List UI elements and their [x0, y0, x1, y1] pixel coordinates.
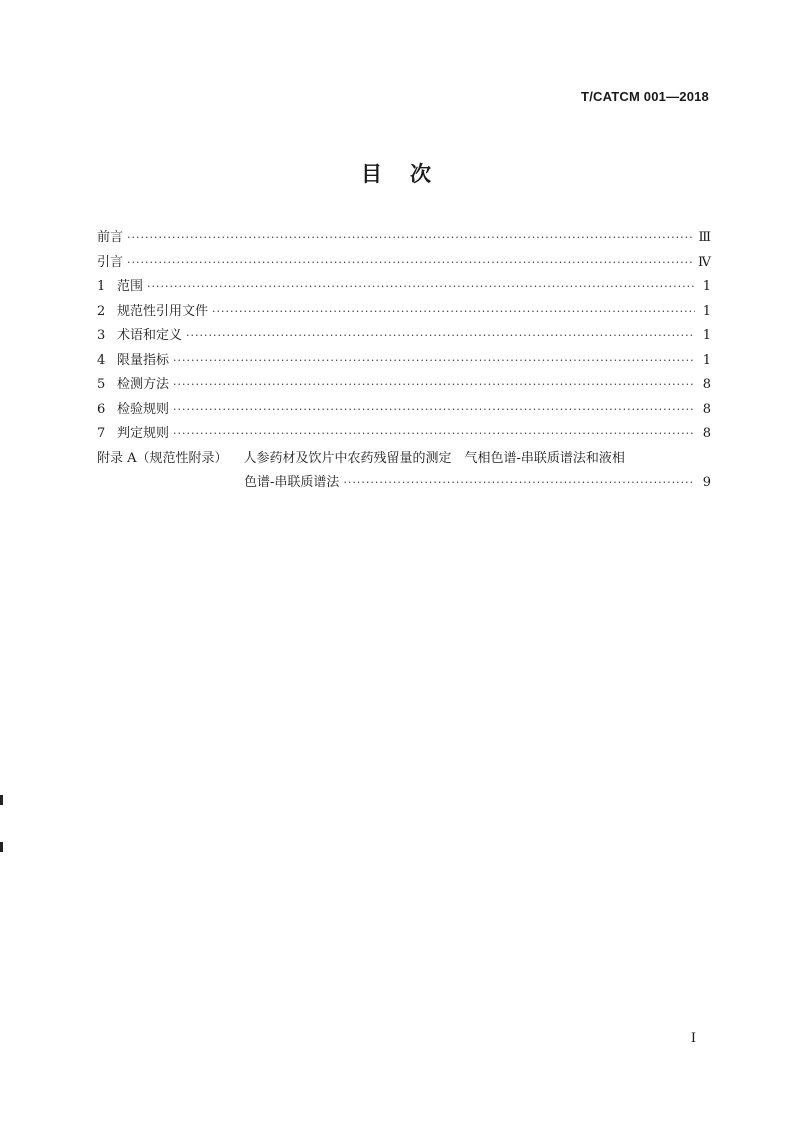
- toc-entry-annex-a[interactable]: [97, 447, 711, 496]
- toc-entry-page: 8: [702, 426, 711, 441]
- annex-first-line: [97, 447, 711, 472]
- toc-entry-number: 5: [97, 377, 106, 392]
- toc-entry-label: 限量指标: [117, 352, 170, 368]
- toc-entry-label: 术语和定义: [117, 328, 183, 343]
- toc-entry-number: 3: [97, 328, 106, 343]
- toc-leader-dots: [147, 280, 695, 293]
- toc-entry-page: Ⅳ: [698, 254, 711, 270]
- toc-entry-introduction[interactable]: [97, 251, 711, 276]
- toc-entry-label: 检验规则: [117, 401, 170, 417]
- toc-entry-page: 1: [702, 303, 711, 319]
- toc-entry-label: 引言: [97, 254, 124, 270]
- annex-label: 附录 A（规范性附录）: [97, 450, 228, 466]
- toc-entry-number: 6: [97, 401, 106, 417]
- standard-code: T/CATCM 001—2018: [581, 89, 709, 104]
- toc-entry-number: 4: [97, 352, 106, 368]
- toc-leader-dots: [127, 256, 694, 269]
- toc-entry-page: 1: [702, 328, 711, 343]
- page-title: [0, 158, 792, 188]
- toc-entry-inspection-rules[interactable]: [97, 398, 711, 423]
- toc-entry-label: 判定规则: [117, 426, 170, 441]
- toc-entry-normative-references[interactable]: [97, 300, 711, 325]
- toc-leader-dots: [173, 378, 695, 391]
- page-number: I: [690, 1031, 696, 1046]
- toc-leader-dots: [173, 354, 695, 367]
- toc-leader-dots: [173, 403, 695, 416]
- toc-entry-terms-definitions[interactable]: [97, 324, 711, 349]
- toc-entry-label: 规范性引用文件: [117, 303, 209, 319]
- page-title-char-1: 目: [361, 162, 382, 186]
- annex-title-line-1: 人参药材及饮片中农药残留量的测定 气相色谱-串联质谱法和液相: [243, 450, 625, 466]
- toc-leader-dots: [343, 476, 695, 489]
- toc-entry-scope[interactable]: [97, 275, 711, 300]
- toc-entry-page: 1: [702, 352, 711, 368]
- toc-entry-foreword[interactable]: [97, 226, 711, 251]
- toc-entry-judgment-rules[interactable]: [97, 422, 711, 447]
- page-title-char-2: 次: [410, 162, 431, 186]
- toc-entry-test-methods[interactable]: [97, 373, 711, 398]
- toc-entry-page: Ⅲ: [698, 230, 711, 245]
- toc-leader-dots: [186, 329, 695, 342]
- toc-entry-limit-indicators[interactable]: [97, 349, 711, 374]
- annex-second-line: [97, 471, 711, 496]
- toc-leader-dots: [127, 231, 694, 244]
- annex-title-line-2: 色谱-串联质谱法: [244, 475, 340, 490]
- toc-entry-page: 1: [702, 279, 711, 294]
- toc-entry-label: 范围: [117, 279, 144, 294]
- toc-entry-number: 1: [97, 279, 106, 294]
- toc-entry-label: 检测方法: [117, 377, 170, 392]
- toc-entry-page: 9: [702, 475, 711, 490]
- table-of-contents: [97, 226, 711, 496]
- toc-leader-dots: [212, 305, 695, 318]
- toc-leader-dots: [173, 427, 695, 440]
- toc-entry-page: 8: [702, 401, 711, 417]
- scan-edge-mark: [0, 795, 3, 805]
- toc-entry-number: 2: [97, 303, 106, 319]
- toc-entry-page: 8: [702, 377, 711, 392]
- toc-entry-number: 7: [97, 426, 106, 441]
- toc-entry-label: 前言: [97, 230, 124, 245]
- scan-edge-mark: [0, 842, 3, 852]
